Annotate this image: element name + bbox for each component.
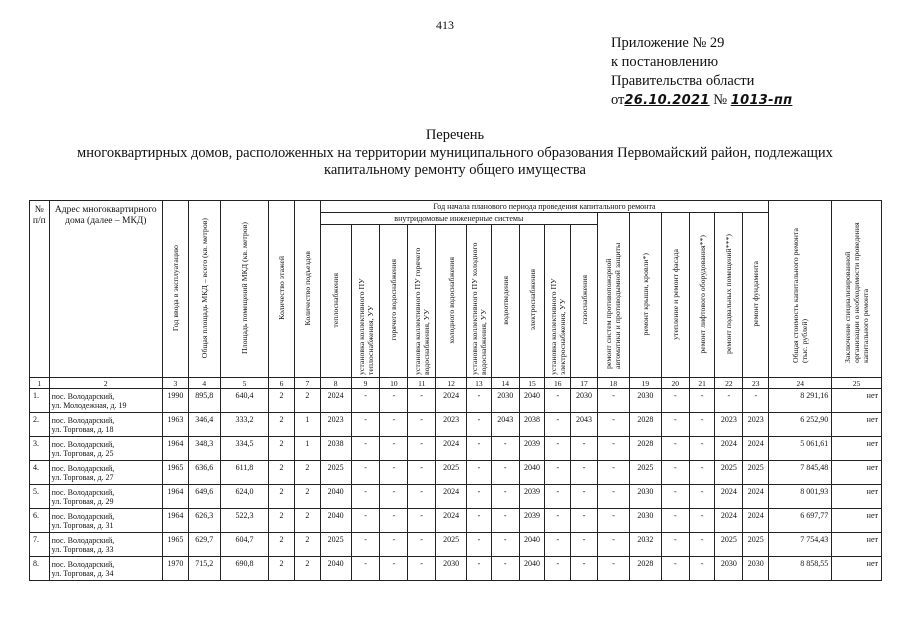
cell-c15: 2039 bbox=[519, 485, 545, 509]
table-row bbox=[30, 461, 882, 485]
col-header-subgroup-systems: внутридомовые инженерные системы bbox=[320, 213, 597, 225]
cost-cell: 8 858,55 bbox=[769, 557, 832, 581]
cell-c22: 2025 bbox=[715, 461, 743, 485]
cell-c8: 2025 bbox=[320, 533, 351, 557]
address-cell bbox=[49, 485, 162, 509]
cell-c18: - bbox=[597, 509, 629, 533]
col-header-facade: утепление и ремонт фасада bbox=[661, 213, 689, 378]
cell-c14: 2043 bbox=[491, 413, 519, 437]
cell-year: 1964 bbox=[163, 437, 189, 461]
number-sign: № bbox=[713, 92, 728, 108]
col-header-gas: газоснабжения bbox=[571, 225, 598, 378]
cell-prem: 604,7 bbox=[220, 533, 268, 557]
address-line-2: ул. Торговая, д. 25 bbox=[51, 448, 114, 458]
col-header-foundation: ремонт фундамента bbox=[743, 213, 769, 378]
row-number: 2. bbox=[30, 413, 50, 437]
column-numbers-row bbox=[30, 378, 882, 389]
cell-c23: 2024 bbox=[743, 437, 769, 461]
col-number: 4 bbox=[188, 378, 220, 389]
cell-c13: - bbox=[467, 557, 492, 581]
col-header-group-period: Год начала планового периода проведения капитального ремонта bbox=[320, 201, 769, 213]
address-line-2: ул. Торговая, д. 27 bbox=[51, 472, 114, 482]
cell-c12: 2030 bbox=[436, 557, 467, 581]
cell-year: 1990 bbox=[163, 389, 189, 413]
cell-c11: - bbox=[408, 389, 436, 413]
col-header-no: № п/п bbox=[30, 201, 50, 378]
cell-c21: - bbox=[689, 509, 715, 533]
col-header-cost: Общая стоимость капитального ремонта (тыс. рублей) bbox=[769, 201, 832, 378]
cell-floors: 2 bbox=[269, 461, 295, 485]
col-header-cold-water-meter: установка коллективного ПУ холодного водоснабжения, УУ bbox=[467, 225, 492, 378]
cell-c10: - bbox=[380, 485, 408, 509]
conclusion-cell: нет bbox=[832, 533, 882, 557]
cell-c16: - bbox=[545, 389, 571, 413]
cell-c9: - bbox=[351, 509, 380, 533]
cell-c16: - bbox=[545, 533, 571, 557]
cell-c17: 2030 bbox=[571, 389, 598, 413]
address-line-1: пос. Володарский, bbox=[51, 391, 115, 401]
col-header-basement: ремонт подвальных помещений***) bbox=[715, 213, 743, 378]
cell-c21: - bbox=[689, 413, 715, 437]
cell-total: 346,4 bbox=[188, 413, 220, 437]
cell-ent: 2 bbox=[294, 533, 320, 557]
cell-c9: - bbox=[351, 557, 380, 581]
cell-year: 1963 bbox=[163, 413, 189, 437]
row-number: 8. bbox=[30, 557, 50, 581]
cell-c17: - bbox=[571, 485, 598, 509]
address-cell bbox=[49, 461, 162, 485]
address-cell bbox=[49, 533, 162, 557]
cell-c15: 2038 bbox=[519, 413, 545, 437]
cell-c22: 2024 bbox=[715, 509, 743, 533]
cell-year: 1970 bbox=[163, 557, 189, 581]
address-line-1: пос. Володарский, bbox=[51, 463, 115, 473]
cell-total: 895,8 bbox=[188, 389, 220, 413]
cell-c9: - bbox=[351, 437, 380, 461]
cell-c19: 2025 bbox=[629, 461, 661, 485]
cell-c15: 2039 bbox=[519, 509, 545, 533]
col-number: 19 bbox=[629, 378, 661, 389]
cell-c19: 2030 bbox=[629, 509, 661, 533]
date-prefix: от bbox=[611, 92, 625, 108]
cell-floors: 2 bbox=[269, 389, 295, 413]
cell-c22: 2024 bbox=[715, 437, 743, 461]
col-number: 21 bbox=[689, 378, 715, 389]
cell-c16: - bbox=[545, 509, 571, 533]
col-number: 12 bbox=[436, 378, 467, 389]
cell-c14: - bbox=[491, 557, 519, 581]
address-line-1: пос. Володарский, bbox=[51, 487, 115, 497]
cell-c15: 2039 bbox=[519, 437, 545, 461]
conclusion-cell: нет bbox=[832, 557, 882, 581]
cell-c15: 2040 bbox=[519, 389, 545, 413]
col-header-total-area: Общая площадь МКД – всего (кв. метров) bbox=[188, 201, 220, 378]
cell-c21: - bbox=[689, 485, 715, 509]
cell-c17: - bbox=[571, 557, 598, 581]
col-number: 3 bbox=[163, 378, 189, 389]
handwritten-date: 26.10.2021 bbox=[624, 93, 710, 108]
col-number: 16 bbox=[545, 378, 571, 389]
cell-prem: 690,8 bbox=[220, 557, 268, 581]
cell-total: 715,2 bbox=[188, 557, 220, 581]
col-header-electricity: электроснабжения bbox=[519, 225, 545, 378]
cell-c14: - bbox=[491, 437, 519, 461]
appendix-line-1: Приложение № 29 bbox=[611, 35, 725, 51]
document-subtitle-line-2: капитальному ремонту общего имущества bbox=[324, 162, 586, 178]
cell-c10: - bbox=[380, 533, 408, 557]
cell-c18: - bbox=[597, 533, 629, 557]
table-row bbox=[30, 557, 882, 581]
cell-c13: - bbox=[467, 413, 492, 437]
cell-c14: - bbox=[491, 485, 519, 509]
handwritten-doc-number: 1013-пп bbox=[730, 93, 793, 108]
address-cell bbox=[49, 437, 162, 461]
row-number: 5. bbox=[30, 485, 50, 509]
cell-c22: 2024 bbox=[715, 485, 743, 509]
address-line-1: пос. Володарский, bbox=[51, 439, 115, 449]
cell-c18: - bbox=[597, 413, 629, 437]
col-header-roof: ремонт крыши, кровли*) bbox=[629, 213, 661, 378]
address-line-1: пос. Володарский, bbox=[51, 535, 115, 545]
col-header-elevator: ремонт лифтового оборудования**) bbox=[689, 213, 715, 378]
cell-c12: 2023 bbox=[436, 413, 467, 437]
cell-c10: - bbox=[380, 437, 408, 461]
cell-c20: - bbox=[661, 533, 689, 557]
col-header-electricity-meter: установка коллективного ПУ электроснабжения, УУ bbox=[545, 225, 571, 378]
conclusion-cell: нет bbox=[832, 509, 882, 533]
cell-ent: 2 bbox=[294, 389, 320, 413]
cell-c13: - bbox=[467, 485, 492, 509]
cell-c19: 2028 bbox=[629, 557, 661, 581]
cell-c11: - bbox=[408, 461, 436, 485]
cell-prem: 611,8 bbox=[220, 461, 268, 485]
cell-c20: - bbox=[661, 461, 689, 485]
col-number: 7 bbox=[294, 378, 320, 389]
cell-c18: - bbox=[597, 557, 629, 581]
col-header-address: Адрес многоквартирного дома (далее – МКД) bbox=[49, 201, 162, 378]
cell-ent: 1 bbox=[294, 437, 320, 461]
cell-c11: - bbox=[408, 413, 436, 437]
cost-cell: 8 291,16 bbox=[769, 389, 832, 413]
col-number: 2 bbox=[49, 378, 162, 389]
cell-ent: 2 bbox=[294, 557, 320, 581]
address-line-2: ул. Торговая, д. 31 bbox=[51, 520, 114, 530]
col-header-hot-water: горячего водоснабжения bbox=[380, 225, 408, 378]
cell-c20: - bbox=[661, 509, 689, 533]
col-number: 15 bbox=[519, 378, 545, 389]
cell-prem: 624,0 bbox=[220, 485, 268, 509]
table-row bbox=[30, 509, 882, 533]
cell-c21: - bbox=[689, 389, 715, 413]
cell-prem: 640,4 bbox=[220, 389, 268, 413]
cell-c20: - bbox=[661, 413, 689, 437]
cell-total: 626,3 bbox=[188, 509, 220, 533]
cell-c11: - bbox=[408, 557, 436, 581]
cell-c17: 2043 bbox=[571, 413, 598, 437]
col-header-cold-water: холодного водоснабжения bbox=[436, 225, 467, 378]
cell-c13: - bbox=[467, 461, 492, 485]
col-header-conclusion: Заключение специализированной организации о необходимости проведения капитального ремонта bbox=[832, 201, 882, 378]
cell-c20: - bbox=[661, 557, 689, 581]
table-row bbox=[30, 413, 882, 437]
col-header-heating: теплоснабжения bbox=[320, 225, 351, 378]
cell-c23: 2025 bbox=[743, 461, 769, 485]
cell-c23: 2025 bbox=[743, 533, 769, 557]
cell-c21: - bbox=[689, 461, 715, 485]
col-number: 11 bbox=[408, 378, 436, 389]
cell-c17: - bbox=[571, 461, 598, 485]
row-number: 6. bbox=[30, 509, 50, 533]
cell-c23: - bbox=[743, 389, 769, 413]
cell-c12: 2024 bbox=[436, 437, 467, 461]
cell-c9: - bbox=[351, 389, 380, 413]
cell-c15: 2040 bbox=[519, 557, 545, 581]
cell-year: 1964 bbox=[163, 485, 189, 509]
col-number: 9 bbox=[351, 378, 380, 389]
cell-year: 1964 bbox=[163, 509, 189, 533]
cell-c16: - bbox=[545, 461, 571, 485]
col-number: 5 bbox=[220, 378, 268, 389]
cell-c23: 2030 bbox=[743, 557, 769, 581]
cell-c15: 2040 bbox=[519, 461, 545, 485]
cell-c22: 2025 bbox=[715, 533, 743, 557]
cell-c17: - bbox=[571, 533, 598, 557]
document-subtitle-line-1: многоквартирных домов, расположенных на территории муниципального образования Первомайский район, подлежащих bbox=[77, 145, 833, 161]
cell-c19: 2032 bbox=[629, 533, 661, 557]
cell-floors: 2 bbox=[269, 509, 295, 533]
col-number: 18 bbox=[597, 378, 629, 389]
cell-c16: - bbox=[545, 413, 571, 437]
buildings-table bbox=[29, 200, 882, 581]
cell-c21: - bbox=[689, 437, 715, 461]
col-number: 25 bbox=[832, 378, 882, 389]
cell-c13: - bbox=[467, 533, 492, 557]
appendix-block bbox=[611, 34, 792, 110]
cell-c15: 2040 bbox=[519, 533, 545, 557]
cell-c19: 2030 bbox=[629, 485, 661, 509]
col-number: 23 bbox=[743, 378, 769, 389]
appendix-line-2: к постановлению bbox=[611, 54, 719, 70]
cell-c16: - bbox=[545, 437, 571, 461]
col-header-year: Год ввода в эксплуатацию bbox=[163, 201, 189, 378]
cell-prem: 522,3 bbox=[220, 509, 268, 533]
table-row bbox=[30, 533, 882, 557]
col-header-hot-water-meter: установка коллективного ПУ горячего водоснабжения, УУ bbox=[408, 225, 436, 378]
cell-c18: - bbox=[597, 437, 629, 461]
cell-c23: 2023 bbox=[743, 413, 769, 437]
address-line-1: пос. Володарский, bbox=[51, 559, 115, 569]
cell-year: 1965 bbox=[163, 533, 189, 557]
address-cell bbox=[49, 509, 162, 533]
cell-c8: 2024 bbox=[320, 389, 351, 413]
col-header-heat-meter: установка коллективного ПУ теплоснабжения, УУ bbox=[351, 225, 380, 378]
cell-c23: 2024 bbox=[743, 485, 769, 509]
cell-c8: 2040 bbox=[320, 509, 351, 533]
cell-c12: 2024 bbox=[436, 509, 467, 533]
cell-c9: - bbox=[351, 413, 380, 437]
cell-total: 649,6 bbox=[188, 485, 220, 509]
cell-c16: - bbox=[545, 485, 571, 509]
cell-c22: 2030 bbox=[715, 557, 743, 581]
cell-c14: 2030 bbox=[491, 389, 519, 413]
col-number: 6 bbox=[269, 378, 295, 389]
cell-c14: - bbox=[491, 533, 519, 557]
cost-cell: 8 001,93 bbox=[769, 485, 832, 509]
cell-c9: - bbox=[351, 461, 380, 485]
col-number: 13 bbox=[467, 378, 492, 389]
cost-cell: 6 252,90 bbox=[769, 413, 832, 437]
cell-c14: - bbox=[491, 509, 519, 533]
table-row bbox=[30, 389, 882, 413]
header-row-1 bbox=[30, 201, 882, 213]
cell-c23: 2024 bbox=[743, 509, 769, 533]
cost-cell: 7 754,43 bbox=[769, 533, 832, 557]
address-line-2: ул. Торговая, д. 34 bbox=[51, 568, 114, 578]
cell-ent: 2 bbox=[294, 485, 320, 509]
cell-c10: - bbox=[380, 389, 408, 413]
cell-ent: 1 bbox=[294, 413, 320, 437]
cell-c17: - bbox=[571, 437, 598, 461]
cell-year: 1965 bbox=[163, 461, 189, 485]
cell-ent: 2 bbox=[294, 509, 320, 533]
cell-c11: - bbox=[408, 485, 436, 509]
cell-total: 629,7 bbox=[188, 533, 220, 557]
cell-total: 636,6 bbox=[188, 461, 220, 485]
cell-c9: - bbox=[351, 485, 380, 509]
cell-c19: 2030 bbox=[629, 389, 661, 413]
col-number: 10 bbox=[380, 378, 408, 389]
address-line-2: ул. Молодежная, д. 19 bbox=[51, 400, 127, 410]
appendix-line-3: Правительства области bbox=[611, 73, 755, 89]
cell-c21: - bbox=[689, 557, 715, 581]
address-line-2: ул. Торговая, д. 33 bbox=[51, 544, 114, 554]
row-number: 1. bbox=[30, 389, 50, 413]
cell-c19: 2028 bbox=[629, 437, 661, 461]
col-number: 24 bbox=[769, 378, 832, 389]
row-number: 4. bbox=[30, 461, 50, 485]
address-cell bbox=[49, 413, 162, 437]
cell-c12: 2025 bbox=[436, 533, 467, 557]
row-number: 7. bbox=[30, 533, 50, 557]
cell-floors: 2 bbox=[269, 437, 295, 461]
table-body bbox=[30, 389, 882, 581]
page-number: 413 bbox=[436, 18, 454, 32]
cell-c13: - bbox=[467, 389, 492, 413]
cell-c18: - bbox=[597, 389, 629, 413]
cell-floors: 2 bbox=[269, 413, 295, 437]
col-number: 1 bbox=[30, 378, 50, 389]
cell-c13: - bbox=[467, 509, 492, 533]
cell-c22: 2023 bbox=[715, 413, 743, 437]
cell-floors: 2 bbox=[269, 485, 295, 509]
col-header-entrances: Количество подъездов bbox=[294, 201, 320, 378]
cell-c18: - bbox=[597, 485, 629, 509]
cell-c14: - bbox=[491, 461, 519, 485]
address-cell bbox=[49, 557, 162, 581]
cell-c8: 2038 bbox=[320, 437, 351, 461]
cell-c8: 2040 bbox=[320, 485, 351, 509]
row-number: 3. bbox=[30, 437, 50, 461]
conclusion-cell: нет bbox=[832, 437, 882, 461]
table-row bbox=[30, 437, 882, 461]
cell-c12: 2024 bbox=[436, 485, 467, 509]
cell-c8: 2023 bbox=[320, 413, 351, 437]
cell-floors: 2 bbox=[269, 533, 295, 557]
cell-c19: 2028 bbox=[629, 413, 661, 437]
col-number: 20 bbox=[661, 378, 689, 389]
cost-cell: 7 845,48 bbox=[769, 461, 832, 485]
cell-c8: 2025 bbox=[320, 461, 351, 485]
col-header-floors: Количество этажей bbox=[269, 201, 295, 378]
cell-ent: 2 bbox=[294, 461, 320, 485]
cell-c22: - bbox=[715, 389, 743, 413]
cost-cell: 5 061,61 bbox=[769, 437, 832, 461]
cell-c11: - bbox=[408, 437, 436, 461]
appendix-date-line bbox=[611, 91, 792, 110]
address-line-2: ул. Торговая, д. 18 bbox=[51, 424, 114, 434]
col-number: 22 bbox=[715, 378, 743, 389]
cell-c20: - bbox=[661, 437, 689, 461]
cell-c10: - bbox=[380, 461, 408, 485]
cell-c20: - bbox=[661, 389, 689, 413]
address-line-2: ул. Торговая, д. 29 bbox=[51, 496, 114, 506]
conclusion-cell: нет bbox=[832, 389, 882, 413]
cell-c10: - bbox=[380, 557, 408, 581]
col-number: 14 bbox=[491, 378, 519, 389]
cell-c21: - bbox=[689, 533, 715, 557]
address-cell bbox=[49, 389, 162, 413]
cell-c16: - bbox=[545, 557, 571, 581]
col-number: 8 bbox=[320, 378, 351, 389]
col-header-sewerage: водоотведения bbox=[491, 225, 519, 378]
cell-floors: 2 bbox=[269, 557, 295, 581]
conclusion-cell: нет bbox=[832, 485, 882, 509]
cell-total: 348,3 bbox=[188, 437, 220, 461]
cell-c9: - bbox=[351, 533, 380, 557]
address-line-1: пос. Володарский, bbox=[51, 415, 115, 425]
cell-c11: - bbox=[408, 533, 436, 557]
cell-prem: 334,5 bbox=[220, 437, 268, 461]
cost-cell: 6 697,77 bbox=[769, 509, 832, 533]
cell-prem: 333,2 bbox=[220, 413, 268, 437]
cell-c10: - bbox=[380, 509, 408, 533]
cell-c8: 2040 bbox=[320, 557, 351, 581]
col-number: 17 bbox=[571, 378, 598, 389]
cell-c12: 2024 bbox=[436, 389, 467, 413]
document-title: Перечень bbox=[425, 127, 485, 143]
col-header-premises-area: Площадь помещений МКД (кв. метров) bbox=[220, 201, 268, 378]
cell-c20: - bbox=[661, 485, 689, 509]
cell-c17: - bbox=[571, 509, 598, 533]
cell-c13: - bbox=[467, 437, 492, 461]
cell-c10: - bbox=[380, 413, 408, 437]
conclusion-cell: нет bbox=[832, 413, 882, 437]
cell-c18: - bbox=[597, 461, 629, 485]
cell-c12: 2025 bbox=[436, 461, 467, 485]
col-header-fire: ремонт систем противопожарной автоматики и противодымной защиты bbox=[597, 213, 629, 378]
table-row bbox=[30, 485, 882, 509]
conclusion-cell: нет bbox=[832, 461, 882, 485]
address-line-1: пос. Володарский, bbox=[51, 511, 115, 521]
cell-c11: - bbox=[408, 509, 436, 533]
